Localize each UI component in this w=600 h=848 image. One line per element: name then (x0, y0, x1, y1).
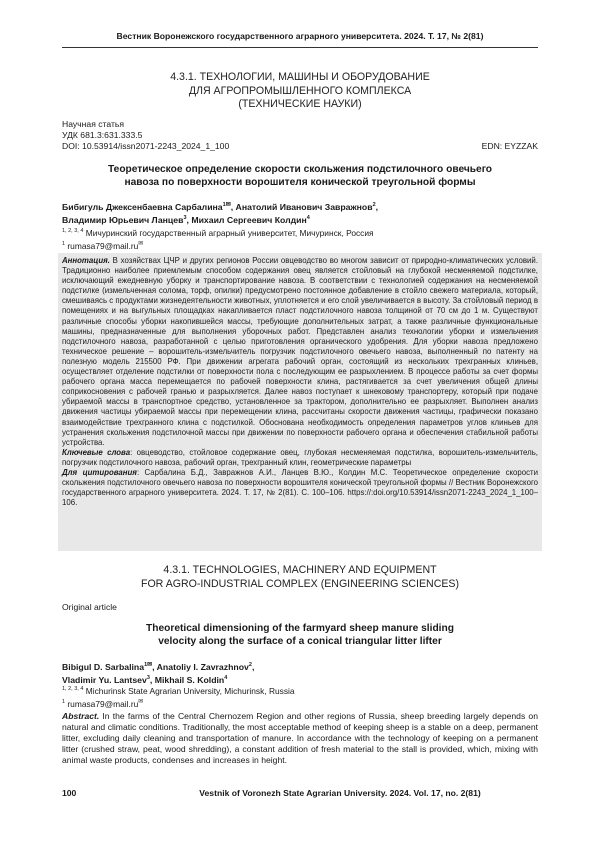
authors-ru: Бибигуль Джексенбаевна Сарбалина$^{1✉}$, Анатолий Иванович Завражнов$^2$, Владимир Юрьевич Ланцев$^3$, Михаил Сергеевич Колдин$^4$ (62, 201, 379, 225)
mail-icon: ✉ (225, 202, 231, 208)
mail-icon: ✉ (138, 240, 144, 247)
author-en-2-name: , Anatoliy I. Zavrazhnov (152, 661, 249, 672)
author-en-4-name: , Mikhail S. Koldin (149, 674, 225, 685)
author-en-3-name: Vladimir Yu. Lantsev (62, 674, 147, 685)
author-2-name: , Анатолий Иванович Завражнов (230, 201, 373, 212)
article-type: Научная статья (62, 119, 125, 129)
abstract-ru (62, 256, 538, 508)
authors-en (62, 660, 538, 686)
doi-link[interactable]: DOI: 10.53914/issn2071-2243_2024_1_100 (62, 140, 230, 151)
title-en-line1: Theoretical dimensioning of the farmyard sheep manure sliding (146, 623, 454, 634)
article-meta-en (62, 602, 538, 613)
author-en-1-name: Bibigul D. Sarbalina (62, 661, 145, 672)
email-en-num: 1 (62, 698, 66, 705)
email-en-link[interactable]: rumasa79@mail.ru (65, 698, 139, 709)
email-num: 1 (62, 240, 66, 247)
title-ru-line1: Теоретическое определение скорости скольжения подстилочного овечьего (107, 164, 493, 175)
mail-icon: ✉ (147, 662, 153, 668)
author-4-sup: 4 (306, 214, 310, 221)
citation-text: : Сарбалина Б.Д., Завражнов А.И., Ланцев В.Ю., Колдин М.С. Теоретическое определение скорости скольжения подстилочного овечьего навоза по поверхности ворошителя конической треугольной формы // Вестник Воронежского государственного аграрного университета. 2024. Т. 17, № 2(81). С. 100–106. https://:doi.org/10.53914/issn2071-2243_2024_1_100–106. (62, 467, 538, 508)
affil-text: Мичуринский государственный аграрный университет, Мичуринск, Россия (83, 227, 374, 238)
section-heading-ru-line3: (ТЕХНИЧЕСКИЕ НАУКИ) (238, 98, 362, 110)
abstract-en-text: In the farms of the Central Chernozem Region and other regions of Russia, sheep breeding largely depends on natural and climatic conditions. Traditionally, the most acceptable method of keeping sheep is a stable on a deep, permanent litter, excluding daily cleaning and transportation of manure. In accordance with the technology of keeping on a permanent litter (crushed straw, peat, wood shredding), a constant addition of fresh material to the stall is provided, which, mixing with animal waste products, condenses and increases in height. (62, 711, 538, 765)
author-3-name: Владимир Юрьевич Ланцев (62, 214, 184, 225)
section-heading-en (62, 564, 538, 591)
author-en-2-sup: 2 (248, 662, 252, 668)
keywords-lead: Ключевые слова (62, 447, 131, 457)
citation-lead: Для цитирования (62, 467, 137, 477)
affil-en-text: Michurinsk State Agrarian University, Michurinsk, Russia (83, 685, 295, 696)
author-en-4-sup: 4 (224, 674, 228, 681)
footer-journal: Vestnik of Voronezh State Agrarian University. 2024. Vol. 17, no. 2(81) (199, 788, 481, 798)
section-heading-en-line1: 4.3.1. TECHNOLOGIES, MACHINERY AND EQUIPMENT (163, 564, 437, 576)
author-en-3-sup: 3 (146, 674, 150, 681)
author-4-name: , Михаил Сергеевич Колдин (186, 214, 307, 225)
affiliation-ru (62, 226, 538, 252)
author-2-sup: 2 (372, 202, 376, 208)
edn-code: EDN: EYZZAK (481, 140, 538, 151)
section-heading-ru (62, 71, 538, 112)
author-1-sup: 1 (222, 202, 226, 208)
title-en-line2: velocity along the surface of a conical triangular litter lifter (158, 636, 442, 647)
page-footer (62, 788, 538, 798)
section-heading-en-line2: FOR AGRO-INDUSTRIAL COMPLEX (ENGINEERING SCIENCES) (140, 577, 460, 590)
article-type-en: Original article (62, 602, 117, 612)
author-1-name: Бибигуль Джексенбаевна Сарбалина (62, 201, 223, 212)
abstract-ru-lead: Аннотация. (62, 256, 110, 265)
running-header: Вестник Воронежского государственного аграрного университета. 2024. Т. 17, № 2(81) (62, 31, 538, 48)
page-number: 100 (62, 788, 77, 798)
mail-icon: ✉ (138, 698, 144, 705)
section-heading-ru-line1: 4.3.1. ТЕХНОЛОГИИ, МАШИНЫ И ОБОРУДОВАНИЕ (170, 71, 430, 83)
author-3-sup: 3 (183, 214, 187, 221)
affil-nums: 1, 2, 3, 4 (62, 228, 84, 234)
abstract-en (62, 711, 538, 766)
article-title-ru (62, 163, 538, 189)
author-en-1-sup: 1 (144, 662, 148, 668)
udc-code: УДК 681.3:631.333.5 (62, 129, 143, 140)
article-title-en (62, 622, 538, 648)
affiliation-en (62, 684, 538, 710)
section-heading-ru-line2: ДЛЯ АГРОПРОМЫШЛЕННОГО КОМПЛЕКСА (188, 84, 412, 97)
article-meta-ru (62, 119, 538, 151)
keywords-text: : овцеводство, стойловое содержание овец, глубокая несменяемая подстилка, ворошитель-измельчитель, погрузчик подстилочного навоза, рабочий орган, трехгранный клин, геометрические параметры (62, 447, 538, 467)
email-link[interactable]: rumasa79@mail.ru (65, 240, 139, 251)
abstract-en-lead: Abstract. (62, 711, 100, 721)
affil-en-nums: 1, 2, 3, 4 (62, 686, 84, 692)
author-en-comma: , (251, 661, 255, 672)
title-ru-line2: навоза по поверхности ворошителя конической треугольной формы (124, 177, 476, 188)
abstract-ru-text: В хозяйствах ЦЧР и других регионов России овцеводство во многом зависит от природно-климатических условий. Традиционно наиболее приемлемым способом содержания овец является стойловый на глубокой несменяемой подстилке, исключающий ежедневную уборку и транспортирование навоза. В соответствии с технологией содержания на несменяемой подстилке (измельченная солома, торф, опилки) предусмотрено постоянное добавление в стойло свежего материала, который, смешиваясь с продуктами жизнедеятельности животных, уплотняется и его слой увеличивается в высоту. За стойловый период в помещениях и на выгульных площадках накапливается пласт подстилочного навоза толщиной от 70 см до 1 м. Существуют различные способы уборки накопившейся массы, требующие дополнительных затрат, а также различные функциональные машины, предназначенные для выполнения уборочных работ. Представлен анализ технологии уборки и измельчения подстилочного навоза, разработанной с целью приготовления органического удобрения. Для уборки навоза предложено техническое решение – ворошитель-измельчитель погрузчик подстилочного овечьего навоза, выполненный по патенту на полезную модель 215500 РФ. При движении агрегата рабочий орган, состоящий из нескольких трехгранных клиньев, осуществляет отделение подстилки от поверхности пола с последующим ее разрыхлением. В процессе работы за счет формы рабочего органа масса перемещается по рабочей поверхности клина, растягивается за счет увеличения общей длины соприкосновения с рабочей гранью и разрыхляется. Далее навоз поступает к шнековому транспортеру, который при подаче убираемой массы в транспортное средство, установленное за трактором, дополнительно ее разрыхляет. Выполнен анализ движения частицы убираемой массы при перемещении клина, рассчитаны скорости движения частицы, графически показано взаимодействие трехгранного клина с подстилкой. Обоснована необходимость определения параметров углов клиньев для устранения скольжения подстилочной массы при движении по поверхности рабочего органа и обеспечения стабильной работы устройства. (62, 256, 538, 447)
